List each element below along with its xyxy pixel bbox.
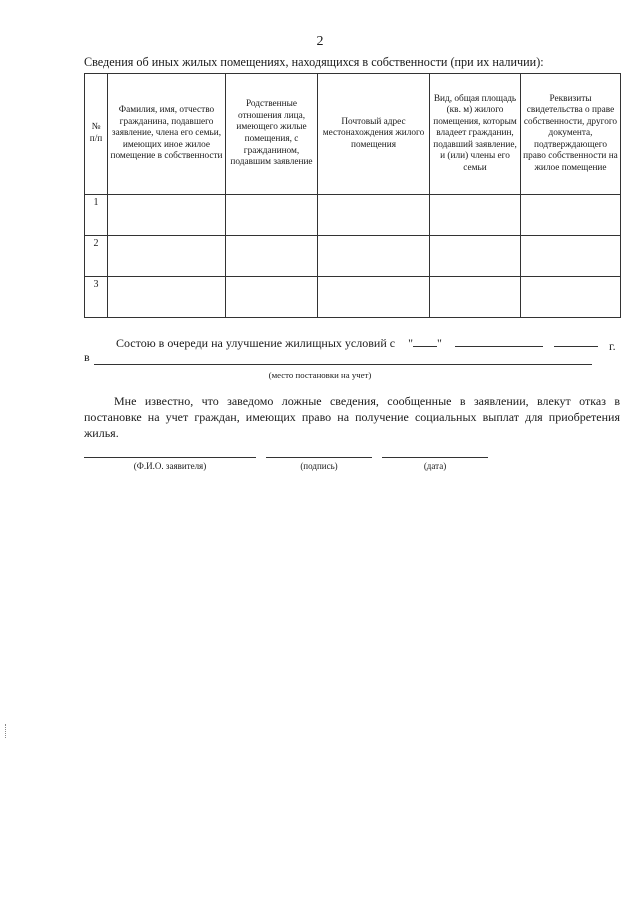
place-of-registration-field[interactable] (94, 364, 592, 365)
cell-full-name[interactable] (108, 277, 226, 318)
cell-address[interactable] (318, 236, 430, 277)
table-row (85, 236, 621, 277)
cell-certificate[interactable] (521, 236, 621, 277)
cell-certificate[interactable] (521, 277, 621, 318)
place-prefix: в (84, 350, 90, 364)
statement-paragraph: Мне известно, что заведомо ложные сведения, сообщенные в заявлении, влекут отказ в постановке на учет граждан, имеющих право на получение социальных выплат для приобретения жилья. (84, 394, 620, 440)
col-header-full-name: Фамилия, имя, отчество гражданина, подавшего заявление, члена его семьи, имеющих иное жилое помещение в собственности (108, 74, 226, 195)
cell-certificate[interactable] (521, 195, 621, 236)
cell-area[interactable] (430, 236, 521, 277)
page-number: 2 (316, 34, 324, 49)
quote-open: " (408, 336, 413, 350)
place-caption: (место постановки на учет) (268, 370, 372, 380)
queue-month-field[interactable] (455, 336, 543, 347)
date-caption: (дата) (423, 461, 447, 471)
signature-caption: (подпись) (300, 461, 338, 471)
row-number: 3 (85, 277, 108, 318)
table-header-row (85, 74, 621, 195)
quote-close: " (436, 336, 442, 350)
cell-full-name[interactable] (108, 195, 226, 236)
row-number: 1 (85, 195, 108, 236)
queue-line (116, 336, 598, 351)
col-header-relationship: Родственные отношения лица, имеющего жилые помещения, с гражданином, подавшим заявление (226, 74, 318, 195)
section-heading: Сведения об иных жилых помещениях, находящихся в собственности (при их наличии): (84, 55, 544, 69)
scan-mark (5, 724, 8, 738)
signature-field[interactable] (266, 457, 372, 458)
cell-area[interactable] (430, 277, 521, 318)
col-header-area: Вид, общая площадь (кв. м) жилого помещения, которым владеет гражданин, подавший заявление, и (или) члены его семьи (430, 74, 521, 195)
queue-year-field[interactable] (554, 336, 598, 347)
property-table (84, 73, 621, 318)
queue-day-field[interactable] (413, 336, 437, 347)
cell-relationship[interactable] (226, 277, 318, 318)
row-number: 2 (85, 236, 108, 277)
applicant-name-field[interactable] (84, 457, 256, 458)
col-header-certificate: Реквизиты свидетельства о праве собственности, другого документа, подтверждающего право собственности на жилое помещение (521, 74, 621, 195)
cell-relationship[interactable] (226, 195, 318, 236)
date-field[interactable] (382, 457, 488, 458)
queue-text: Состою в очереди на улучшение жилищных условий с (116, 336, 396, 350)
cell-full-name[interactable] (108, 236, 226, 277)
cell-address[interactable] (318, 277, 430, 318)
applicant-name-caption: (Ф.И.О. заявителя) (133, 461, 207, 471)
col-header-address: Почтовый адрес местонахождения жилого помещения (318, 74, 430, 195)
table-row (85, 195, 621, 236)
cell-relationship[interactable] (226, 236, 318, 277)
col-header-number: № п/п (85, 74, 108, 195)
cell-address[interactable] (318, 195, 430, 236)
cell-area[interactable] (430, 195, 521, 236)
table-row (85, 277, 621, 318)
year-suffix: г. (609, 339, 616, 353)
